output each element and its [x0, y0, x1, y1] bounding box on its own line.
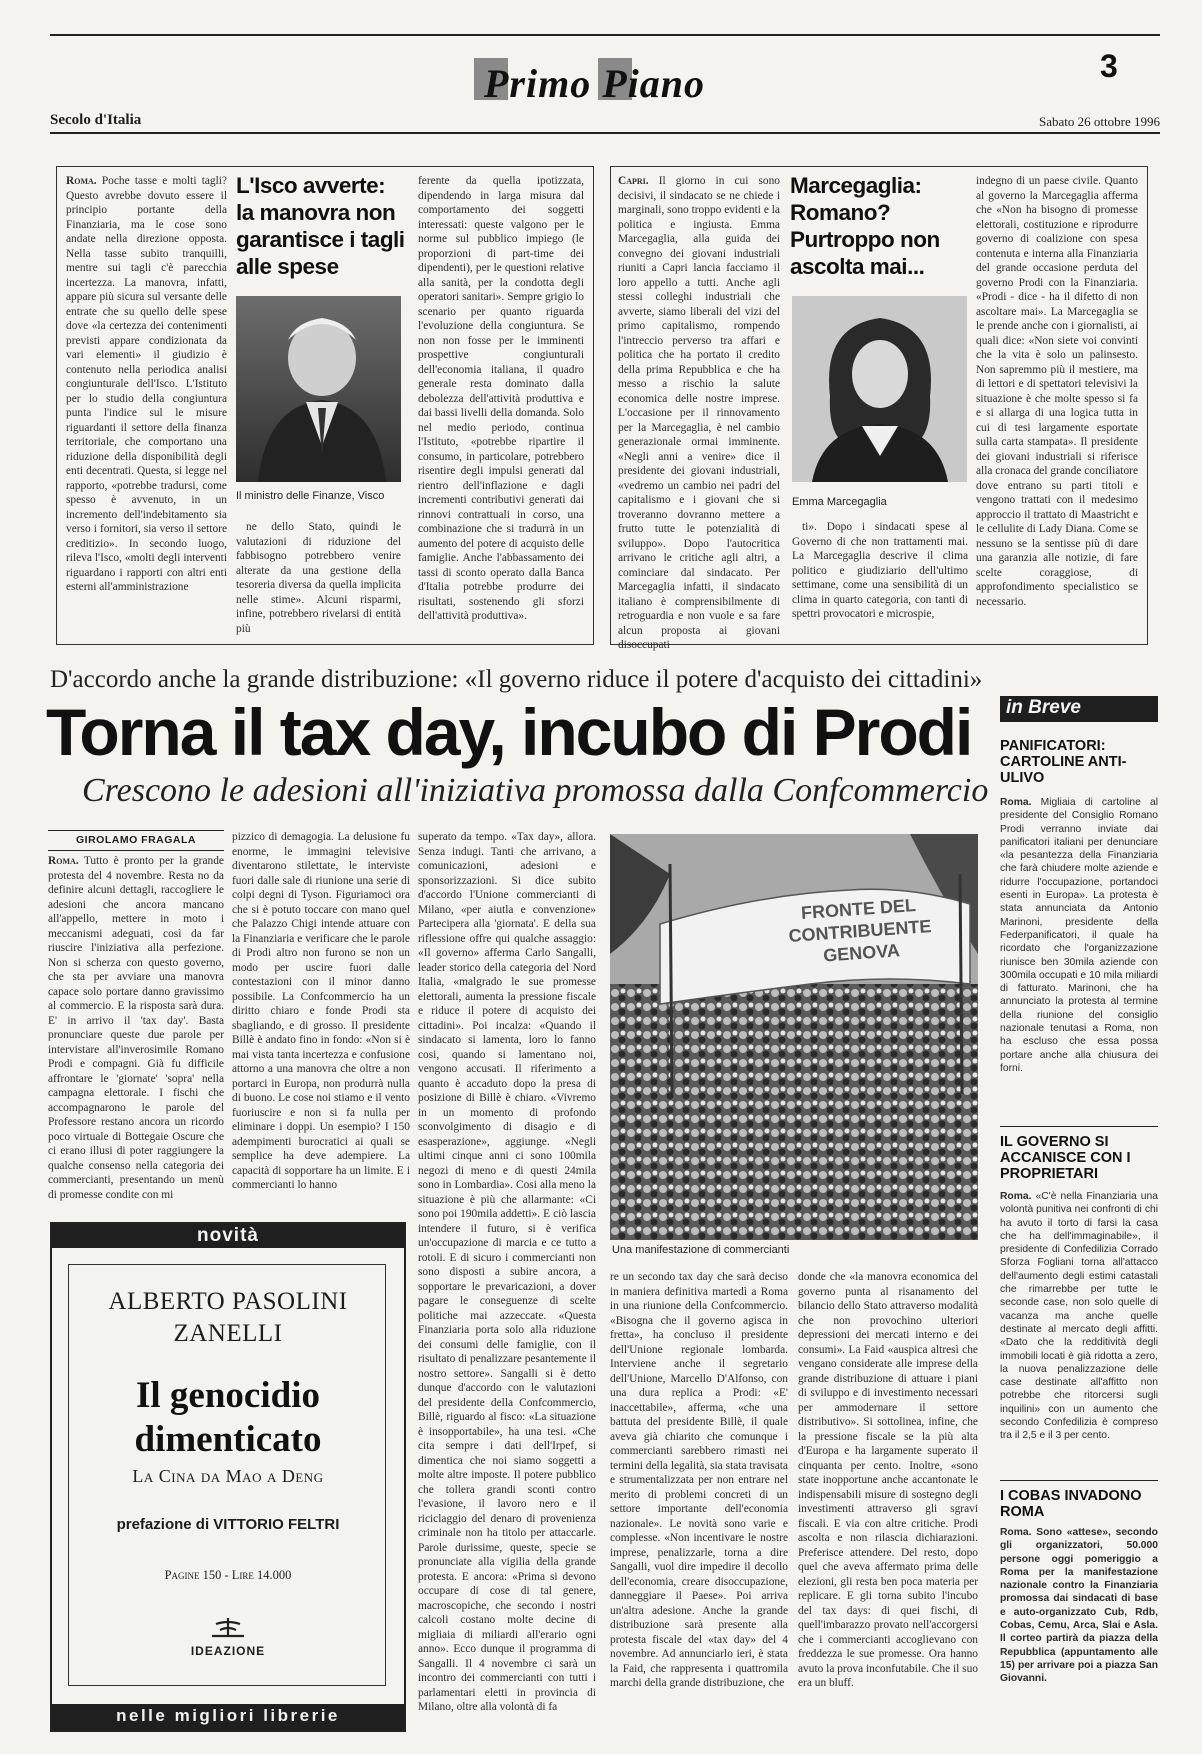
byline: GIROLAMO FRAGALA [76, 834, 196, 846]
brief-title-1: PANIFICATORI: CARTOLINE ANTI-ULIVO [1000, 738, 1127, 786]
marcegaglia-headline: Marcegaglia: Romano? Purtroppo non ascolta mai... [790, 173, 940, 279]
isco-city: Roma. [66, 175, 97, 187]
marcegaglia-photo-caption: Emma Marcegaglia [792, 496, 887, 508]
marcegaglia-photo-image [792, 296, 967, 482]
marcegaglia-col-2 [792, 520, 968, 636]
header-rule [50, 132, 1160, 134]
brief-title-3: I COBAS INVADONO ROMA [1000, 1488, 1142, 1520]
isco-col-2-text: ne dello Stato, quindi le valutazioni di riduzione del fabbisogno potrebbero venire alterate da una gestione della tesoreria diversa da quella implicita nelle stime». Alcuni risparmi, infine, potrebbero rivelarsi di entità più [236, 521, 401, 635]
ad-ribbon: novità [197, 1225, 259, 1246]
marcegaglia-city: Capri. [618, 175, 649, 187]
in-breve-header [1000, 696, 1158, 722]
masthead: Secolo d'Italia [50, 112, 142, 128]
main-subhead: Crescono le adesioni all'iniziativa promossa dalla Confcommercio [82, 772, 989, 809]
section-title-text: Primo Piano [484, 61, 706, 106]
main-col-2 [232, 830, 410, 1198]
brief-city-3: Roma. [1000, 1527, 1032, 1538]
main-city: Roma. [48, 855, 79, 867]
main-col-3 [418, 830, 596, 1734]
visco-photo-image [236, 296, 401, 482]
page-number: 3 [1100, 48, 1118, 84]
main-col-4 [610, 1270, 788, 1734]
brief-title-2: IL GOVERNO SI ACCANISCE CON I PROPRIETARI [1000, 1134, 1131, 1182]
ad-book-subtitle: La Cina da Mao a Deng [132, 1466, 324, 1486]
brief-divider-2 [1000, 1480, 1158, 1481]
brief-item-1 [1000, 738, 1158, 1075]
demonstration-photo-caption: Una manifestazione di commercianti [612, 1244, 790, 1256]
main-col-4-text: re un secondo tax day che sarà deciso in maniera definitiva martedì a Roma in una riunione della Confcommercio. «Bisogna che il governo agisca in fretta», ha concluso il presidente dell'Unione regionale lombarda. Interviene anche il segretario dell'Unione, Marcello D'Alfonso, con una dura replica a Prodi: «E' inaccettabile», afferma, «che una battuta del presidente Billè, il quale aveva già chiarito che comunque i commercianti sarebbero rimasti nei termini della legalità, sia stata travisata e strumentalizzata per non entrare nel merito di problemi concreti di un settore importante dell'economia nazionale». Le novità sono varie e complesse. «Non incentivare le nostre imprese, penalizzarle, torna a dire Sangalli, vuol dire impedire il decollo dell'economia, creare disoccupazione, danneggiare il Paese». Poi arriva un'altra adesione. Anche la grande distribuzione sarà presente alla protesta fiscale del «tax day» del 4 novembre. Ad annunciarlo ieri, è stata la Faid, che rappresenta i quattromila marchi della grande distribuzione, che [610, 1271, 788, 1689]
isco-col-3 [418, 174, 584, 636]
isco-col-3-text: ferente da quella ipotizzata, dipendendo in larga misura dal comportamento dei soggetti interessati: queste valgono per le norme sul pubblico impiego (le proporzioni di part-time dei dipendenti), per le questioni relative alla sanità, per la condotta degli operatori sanitari». Sempre grigio lo scenario per quanto riguarda l'evoluzione della congiuntura. Se non non fosse per le imminenti prospettive congiunturali dell'economia italiana, il quadro generale resta dominato dalla debolezza dell'attività produttiva e dai bassi livelli della domanda. Solo nel medio periodo, continua l'Istituto, «potrebbe ripartire il consumo, in particolare, potrebbero risentire degli impulsi generati dal rientro dell'inflazione e dagli incrementi contributivi generati dai rinnovi contrattuali in corso, una combinazione che si tradurrà in un aumento del potere di acquisto delle famiglie. Anche l'abbassamento dei tassi di sconto operato dalla Banca d'Italia potrebbe produrre dei risultati, sostenendo gli sforzi dell'attività produttiva». [418, 175, 584, 622]
byline-rule-bottom [48, 850, 224, 851]
brief-text-1: Migliaia di cartoline al presidente del Consiglio Romano Prodi verranno inviate dai panificatori italiani per denunciare «la pesantezza della Finanziaria che farà chiudere molte aziende e ridurre l'occupazione, portandoci esenti in Europa». La protesta è stata annunciata da Antonio Marinoni, presidente della Federpanificatori, il quale ha ricordato che l'organizzazione riunisce ben 30mila aziende con 300mila occupati e 10 mila miliardi di fatturato. Marinoni, che ha annunciato la protesta al termine della riunione del consiglio nazionale tenutasi a Roma, non ha escluso che essa possa portare anche alla chiusura dei forni. [1000, 797, 1158, 1074]
book-advert [50, 1222, 406, 1732]
isco-headline: L'Isco avverte: la manovra non garantisce i tagli alle spese [236, 173, 405, 279]
marcegaglia-col-1-text: Il giorno in cui sono decisivi, il sindacato se ne chiede i marginali, sono troppo evidenti e la politica e ingiusta. Emma Marcegaglia, alla guida dei convegno dei giovani industriali riuniti a Capri lancia facciamo il loro appello a tutti. Anche agli stessi colleghi industriali che avverte, siamo liberali del vizi del primo capitalismo, rompendo l'intreccio perverso tra affari e politica che ha portato il credito della prima Repubblica e che ha messo a rischio la salute economica delle nostre imprese. L'occasione per il rinnovamento per la Marcegaglia, è nel cambio generazionale ormai imminente. «Negli anni a venire» dice il presidente dei giovani industriali, «vedremo un cambio nei padri del capitalismo e i giovani che si troveranno dovranno mettere a frutto tutte le potenzialità di sviluppo». Dopo l'autocritica arrivano le critiche agli altri, a cominciare dal sindacato. Per Marcegaglia infatti, il sindacato italiano è comprensibilmente di retroguardia e non vuole e sa fare alcun proposta ai giovani disoccupati [618, 175, 780, 651]
demonstration-banner-text: FRONTE DEL CONTRIBUENTE GENOVA [787, 895, 933, 966]
isco-col-1 [66, 174, 227, 636]
issue-date: Sabato 26 ottobre 1996 [1039, 114, 1160, 129]
main-col-5 [798, 1270, 978, 1734]
marcegaglia-col-3 [976, 174, 1138, 636]
isco-photo-caption: Il ministro delle Finanze, Visco [236, 490, 385, 502]
main-kicker: D'accordo anche la grande distribuzione: «Il governo riduce il potere d'acquisto dei cittadini» [50, 666, 983, 693]
brief-city-2: Roma. [1000, 1191, 1032, 1202]
brief-divider-1 [1000, 1126, 1158, 1127]
ad-book-title: Il genocidio dimenticato [134, 1375, 322, 1460]
main-col-3-text: superato da tempo. «Tax day», allora. Senza indugi. Tanti che arrivano, a comunicazioni, adesioni e sponsorizzazioni. Si dice subito d'accordo l'Unione commercianti di Milano, «per aiutla e convenzione» Partecipera alla 'giornata'. E della sua riflessione offre qui qualche assaggio: «Il governo» afferma Carlo Sangalli, leader storico della categoria del Nord Italia, «malgrado le sue promesse elettorali, aumenta la pressione fiscale e riduce il potere di acquisto dei cittadini». Poi incalza: «Quando il sindacato si lamenta, loro lo fanno cosi, quando si lamentano noi, vengono accusati. Il riferimento a quanto è accaduto dopo la presa di posizione di Billè è chiaro. «Vivremo in un momento di profondo sconvolgimento di disagio e di esasperazione», aggiunge. «Negli ultimi cinque anni ci sono 100mila negozi di meno e di questi 24mila sono in Lombardia». Cosi alla meno la situazione è più che allarmante: «Ci sono poi 190mila addetti». E ciò lascia intendere il futuro, si è verifica un'occupazione di marcia e ce tutto a rotoli. E di sicuro i commercianti non sono disposti a subire ancora, a sopportare le prevaricazioni, a dover pagare le conseguenze di scelte politiche mai azzeccate. «Questa Finanziaria porta solo alla riduzione dei consumi delle famiglie, con il risultato di penalizzare pesantemente il nostro settore». Sangalli si è detto dunque d'accordo con le valutazioni del presidente della Confcommercio, Billè, riguardo al fisco: «La situazione è insopportabile», ha una tesi. «Che cita sempre i dati dell'Irpef, si dimentica che noi siamo soggetti a molte altre imposte. Il potere pubblico che tollera grandi sconti contro l'evasione, il lavoro nero e il riciclaggio del denaro di provenienza criminale non ha titolo per attaccarle. Parole durissime, queste, specie se pronunciate alla vigilia della grande protesta. E ancora: «Prima si devono occupare di cose di tal genere, macroscopiche, che secondo i nostri calcoli costano molte decine di migliaia di miliardi all'erario ogni anno». Ecco dunque il programma di Sangalli. Il 4 novembre ci sarà un incontro dei commercianti con tutti i parlamentari eletti in provincia di Milano, oltre alla volontà di fa [418, 831, 596, 1713]
main-col-2-text: pizzico di demagogia. La delusione fu enorme, le immagini televisive diventarono stilettate, le interviste fuori dalle sale di riunione una serie di colpi degni di Tyson. Figuriamoci ora che si è potuto toccare con mano quel che Palazzo Chigi intende attuare con la Finanziaria e verificare che le parole di Prodi altro non furono se non un modo per uscire fuori dalle contestazioni con il minor danno possibile. La Confcommercio ha un diritto chiaro e fonde Prodi sta sbagliando, e di grosso. Il presidente Billè è andato fino in fondo: «Non si è mai vista tanta incertezza e confusione attorno a una manovra che oltre a non portarci in Europa, non produrrà nulla di buono. Le cose noi stiamo e il vento fuoriuscire e non si fa nulla per eliminare i doppi. Un esempio? I 150 adempimenti burocratici ai quali se semplice ha deve adempiere. La capacità di sopportare ha un limite. E i commercianti lo hanno [232, 831, 410, 1191]
marcegaglia-col-1 [618, 174, 780, 651]
brief-item-3 [1000, 1488, 1158, 1686]
in-breve-label: in Breve [1006, 697, 1081, 718]
ad-preface: prefazione di VITTORIO FELTRI [116, 1516, 340, 1533]
brief-city-1: Roma. [1000, 797, 1032, 808]
in-breve-column [1000, 738, 1158, 1734]
publisher-logo-icon [202, 1616, 254, 1642]
marcegaglia-col-3-text: indegno di un paese civile. Quanto al governo la Marcegaglia afferma che «Non ha bisogno di promesse elettorali, costituzione e riprodurre governo di coalizione con spesa contenuta e interna alla Finanziaria del grande occasione perduta del governo Prodi con la Finanziaria. «Prodi - dice - ha il difetto di non ascoltare mai». La Marcegaglia se le prende anche con i giornalisti, ai quali dice: «Non siete voi convinti che la vita è solo un palinsesto. Non sapremmo più il mestiere, ma di lettori e di spettatori televisivi la situazione è che molte spesso si fa e si allarga di una logica tutta in cui di tesi largamente esportate sulla carta stampata». Il presidente dei giovani industriali si riferisce alla cronaca del grande conciliatore dove entrano su parti titoli e vengono trattati con il medesimo approccio il trattato di Maastricht e le cellulite di Lady Diana. Come se nessuno se la sentisse più di dare una garanzia alle notizie, di fare scelte coraggiose, di approfondimento specialistico se necessario. [976, 175, 1138, 608]
main-headline: Torna il tax day, incubo di Prodi [46, 695, 972, 769]
ad-pages-price: Pagine 150 - Lire 14.000 [164, 1568, 292, 1582]
brief-item-2 [1000, 1134, 1158, 1443]
marcegaglia-photo [792, 296, 967, 482]
top-rule [50, 34, 1160, 36]
ad-author: ALBERTO PASOLINI ZANELLI [108, 1288, 348, 1347]
main-col-5-text: donde che «la manovra economica del governo punta al risanamento del bilancio dello Stato attraverso modalità che non provochino ulteriori depressioni dei mercati interno e dei consumi». La Faid «auspica altresì che vengano considerate alle imprese della grande distribuzione di attuare i piani di sviluppo e di investimento necessari per ammodernare il settore distributivo». Si sottolinea, infine, che la pressione fiscale se la più alta d'Europa e ha largamente superato il cinquanta per cento. Inoltre, «sono state inopportune anche accantonate le indispensabili misure di sostegno degli investimenti attraverso gli sgravi fiscali. E via con altre critiche. Prodi ascolta e non rilascia dichiarazioni. Preferisce attendere. Del resto, dopo quel che aveva affermato prima delle elezioni, gli resta ben poca materia per replicare. E gli torna subito l'incubo del tax days: di quei fischi, di quell'imbarazzo provato nell'accorgersi che i commercianti accoglievano con freddezza le sue promesse. Ora hanno avuto la prova inconfutabile. Che il suo era un bluff. [798, 1271, 978, 1689]
byline-rule-top [48, 830, 224, 831]
isco-col-2 [236, 520, 401, 636]
marcegaglia-col-2-text: ti». Dopo i sindacati spese al Governo di che non trattamenti mai. La Marcegaglia descrive il clima politico e giudiziario dell'ultimo settimane, come una sensibilità di un clima in quarto categoria, con tanti di spettri provocatori e microspie, [792, 521, 968, 620]
brief-text-3: Sono «attese», secondo gli organizzatori, 50.000 persone oggi pomeriggio a Roma per la manifestazione nazionale contro la Finanziaria promossa dai sindacati di base e auto-organizzato Cub, Rdb, Cobas, Cemu, Arca, Slai e Asla. Il corteo partirà da piazza della Repubblica (appuntamento alle 15) per arrivare poi a piazza San Giovanni. [1000, 1527, 1158, 1685]
main-col-1 [48, 854, 224, 1201]
ad-footer: nelle migliori librerie [116, 1706, 340, 1725]
section-title [470, 48, 730, 108]
visco-photo [236, 296, 401, 482]
isco-col-1-text: Poche tasse e molti tagli? Questo avrebbe dovuto essere il principio portante della Finanziaria, ma le cose sono andate nella direzione opposta. Nella tasse subito tranquilli, mentre sui tagli c'è parecchia incertezza. La manovra, infatti, appare più sicura sul versante delle entrate che su quello delle spese dove «la certezza dei contenimenti previsti appare condizionata da vari elementi» il giudizio è contenuto nella periodica analisi congiunturale dell'Isco. L'Istituto per lo studio della congiuntura punta l'indice sul le misure riguardanti il settore della finanza territoriale, che comportano una riduzione della disponibilità degli enti decentrati. Questa, si legge nel rapporto, «potrebbe tradursi, come spesso è avvenuto, in un incremento dell'indebitamento sia verso i fornitori, sia verso il settore creditizio». In secondo luogo, rileva l'Isco, «molti degli interventi riguardano i rapporti con altri enti esterni all'amministrazione [66, 175, 227, 593]
ad-publisher: IDEAZIONE [190, 1644, 266, 1658]
demonstration-photo [610, 834, 978, 1240]
main-col-1-text: Tutto è pronto per la grande protesta del 4 novembre. Resta no da definire alcuni dettagli, raccogliere le adesioni che ancora mancano all'appello, mettere in moto i meccanismi adeguati, così da far riuscire l'iniziativa alla perfezione. Non si scherza con questo governo, che sta per avviare una manovra capace solo portare danno gravissimo al commercio. E la risposta sarà dura. E' in arrivo il 'tax day'. Basta pronunciare queste due parole per intervistare all'inverosimile Romano Prodi e compagni. Già fu difficile affrontare le 'giornate' 'sopra' nella campagna elettorale. I fischi che accompagnarono le parole del Professore restano ancora un ricordo poco virtuale di Bottegaie Oscure che ci erano illusi di poter raggiungere la qualche consenso nella categoria dei commercianti, presentando un menù di promesse condite con mi [48, 855, 224, 1201]
brief-text-2: «C'è nella Finanziaria una volontà punitiva nei confronti di chi ha avuto il torto di farsi la casa che ha dell'immaginabile», il presidente di Confedilizia Corrado Sforza Fogliani torna all'attacco dell'aumento degli estimi catastali che rimarrebbe per tutte le seconde case, non solo quelle di vacanza ma anche quelle destinate al mercato degli affitti. «Dato che la redditività degli immobili locati è già ridotta a zero, la nuova penalizzazione delle case destinate all'affitto non potrebbe che ritorcersi sugli inquilini» con un aumento che secondo Confedilizia è compreso tra il 2,5 e il 3 per cento. [1000, 1191, 1158, 1442]
